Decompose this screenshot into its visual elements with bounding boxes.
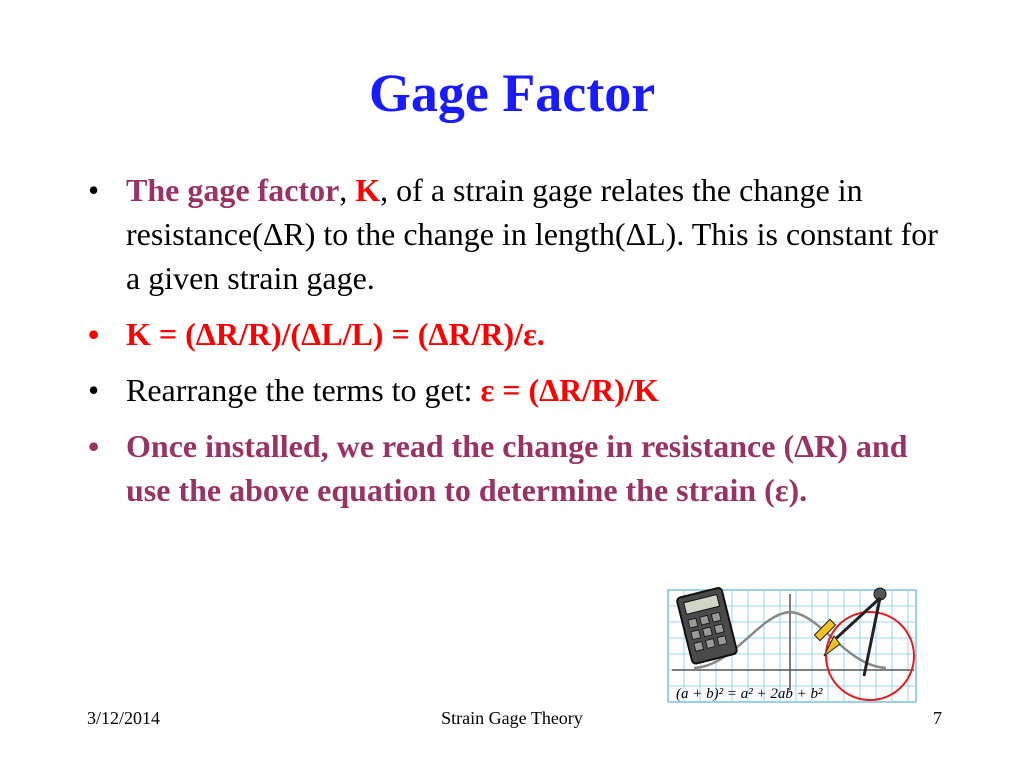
bullet-dot: • [88,172,100,208]
definition-text: , of a strain gage relates the change in resistance(ΔR) to the change in length(ΔL). This is constant for a given strain gage. [126,172,938,296]
slide-title: Gage Factor [368,63,656,123]
strain-equation: ε = (ΔR/R)/K [480,372,659,408]
footer-title: Strain Gage Theory [441,708,583,728]
bullet-once-installed [88,424,958,512]
bullet-list [88,168,958,524]
bullet-dot: • [88,316,100,352]
footer-date: 3/12/2014 [87,708,161,728]
bullet-gage-factor-definition [88,168,958,300]
math-clipart [664,586,920,706]
k-symbol: K [355,172,381,208]
bullet-gage-factor-equation [88,312,958,356]
gage-factor-equation: K = (ΔR/R)/(ΔL/L) = (ΔR/R)/ε. [126,316,545,352]
bullet-dot: • [88,428,100,464]
footer-page-number: 7 [933,708,942,728]
bullet-dot: • [88,372,100,408]
comma: , [339,172,348,208]
gage-factor-term: The gage factor [126,172,340,208]
bullet-rearrange [88,368,958,412]
once-installed-text: Once installed, we read the change in resistance (ΔR) and use the above equation to determine the strain (ε). [126,428,908,508]
rearrange-text: Rearrange the terms to get: [126,372,481,408]
formula-label: (a + b)² = a² + 2ab + b² [676,686,823,702]
